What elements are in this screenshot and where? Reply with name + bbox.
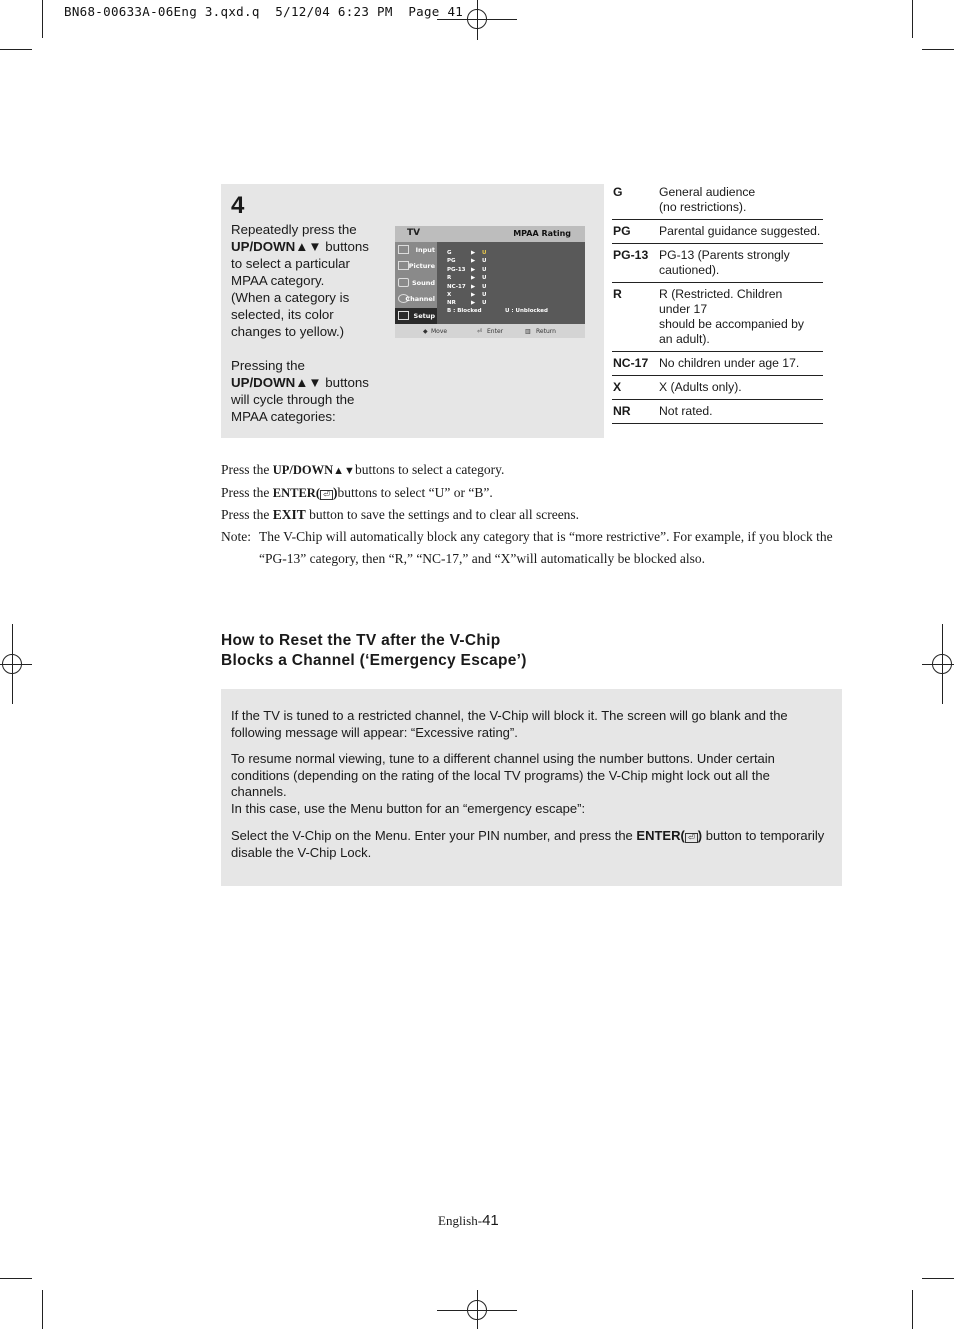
tv-menu-title: MPAA Rating <box>513 229 571 238</box>
paragraph: In this case, use the Menu button for an “emergency escape”: <box>231 801 586 816</box>
ratings-table <box>612 184 823 424</box>
rating-desc: R (Restricted. Children <box>659 287 783 301</box>
tv-rating-code: G <box>447 250 452 256</box>
registration-mark <box>477 0 478 40</box>
paragraph: To resume normal viewing, tune to a different channel using the number buttons. Under certain conditions (depending on the rating of the local TV programs) the V-Chip might lock out all the channels. <box>231 751 775 799</box>
legend-unblocked: U : Unblocked <box>505 308 548 314</box>
paragraph-text: button to temporarily disable the V-Chip Lock. <box>231 828 825 860</box>
rating-code: R <box>613 287 622 301</box>
tv-rating-row <box>447 266 507 274</box>
step-line: MPAA categories: <box>231 409 336 424</box>
rating-desc: No children under age 17. <box>659 356 800 370</box>
tv-rating-code: X <box>447 291 452 298</box>
instruction-text: Press the <box>221 462 273 477</box>
speaker-icon <box>398 278 409 287</box>
note <box>221 526 871 570</box>
note-text: “PG-13” category, then “R,” “NC-17,” and “X”will automatically be blocked also. <box>259 551 705 566</box>
updown-icon: ◆ <box>423 328 428 335</box>
rating-desc: under 17 <box>659 302 708 316</box>
return-icon: ▥ <box>525 328 531 335</box>
note-text: The V-Chip will automatically block any category that is “more restrictive”. For example, if you block the <box>259 529 833 544</box>
updown-key: UP/DOWN <box>231 375 296 390</box>
tv-rating-code: PG <box>447 258 456 265</box>
heading-line: How to Reset the TV after the V-Chip <box>221 632 501 649</box>
tv-menu-screenshot <box>395 226 585 338</box>
tv-menu-footer <box>395 324 585 338</box>
tv-rating-row <box>447 291 507 299</box>
crop-mark <box>42 1290 43 1329</box>
emergency-escape-box <box>221 689 842 886</box>
step-line: Pressing the <box>231 358 305 373</box>
paragraph: If the TV is tuned to a restricted channel, the V-Chip will block it. The screen will go blank and the following message will appear: “Excessive rating”. <box>231 708 788 740</box>
rating-code: PG-13 <box>613 248 649 262</box>
tv-rating-list <box>447 249 507 308</box>
enter-key: ENTER( <box>272 486 320 500</box>
right-arrow-icon: ▶ <box>471 250 476 256</box>
rating-row <box>612 244 823 283</box>
registration-mark <box>942 624 943 704</box>
setup-icon <box>398 311 409 320</box>
arrow-icons: ▲▼ <box>295 375 322 390</box>
instruction-line <box>221 482 871 504</box>
arrow-icons: ▲▼ <box>333 465 355 477</box>
rating-desc: Parental guidance suggested. <box>659 224 821 238</box>
tv-rating-value: U <box>482 266 487 273</box>
instruction-text: buttons to select “U” or “B”. <box>337 485 493 500</box>
tv-label: TV <box>407 228 421 238</box>
step-line: (When a category is <box>231 290 350 305</box>
rating-code: NR <box>613 404 631 418</box>
tv-menu-setup <box>395 308 437 324</box>
return-hint: Return <box>536 328 556 335</box>
tv-rating-value: U <box>482 300 487 307</box>
tv-rating-row <box>447 257 507 265</box>
rating-row <box>612 400 823 424</box>
instruction-line <box>221 459 871 482</box>
move-hint: Move <box>431 328 448 335</box>
instructions <box>221 459 871 570</box>
crop-mark <box>912 1290 913 1329</box>
enter-icon: ⏎ <box>685 833 698 843</box>
rating-row <box>612 220 823 244</box>
tv-menu-picture <box>395 258 437 274</box>
tv-rating-code: NR <box>447 300 456 307</box>
rating-desc: Not rated. <box>659 404 713 418</box>
right-arrow-icon: ▶ <box>471 258 476 265</box>
legend-blocked: B : Blocked <box>447 308 482 314</box>
instruction-text: buttons to select a category. <box>354 462 505 477</box>
rating-code: NC-17 <box>613 356 649 370</box>
rating-code: X <box>613 380 622 394</box>
footer-language: English- <box>438 1213 483 1228</box>
print-slug: BN68-00633A-06Eng 3.qxd.q 5/12/04 6:23 PM Page 41 <box>64 4 464 19</box>
section-heading <box>221 631 527 671</box>
note-label: Note: <box>221 529 251 544</box>
step-line: selected, its color <box>231 307 334 322</box>
registration-mark <box>922 664 954 665</box>
right-arrow-icon: ▶ <box>471 266 476 273</box>
step-line <box>231 374 381 391</box>
tv-rating-value: U <box>482 283 487 290</box>
step-line-rest: buttons <box>321 239 369 254</box>
exit-key: EXIT <box>272 507 306 522</box>
tv-menu-header <box>395 226 585 242</box>
step-box <box>221 184 604 438</box>
rating-desc: cautioned). <box>659 263 720 277</box>
step-line: will cycle through the <box>231 392 355 407</box>
instruction-text: Press the <box>221 485 273 500</box>
crop-mark <box>0 49 32 50</box>
tv-menu-label: Sound <box>411 279 435 287</box>
rating-row <box>612 376 823 400</box>
step-line: changes to yellow.) <box>231 324 345 339</box>
page-number: 41 <box>482 1212 499 1229</box>
rating-code: G <box>613 185 623 199</box>
step-line-rest: buttons <box>321 375 369 390</box>
tv-menu-label: Channel <box>405 295 435 303</box>
rating-desc: (no restrictions). <box>659 200 747 214</box>
tv-rating-row <box>447 274 507 282</box>
instruction-line <box>221 504 871 526</box>
tv-rating-code: R <box>447 275 452 282</box>
tv-rating-value: U <box>482 291 487 298</box>
input-icon <box>398 245 409 254</box>
tv-menu-label: Input <box>415 246 435 254</box>
rating-desc: should be accompanied by <box>659 317 804 331</box>
rating-row <box>612 283 823 352</box>
right-arrow-icon: ▶ <box>471 275 476 282</box>
step-number: 4 <box>231 192 245 219</box>
right-arrow-icon: ▶ <box>471 300 476 307</box>
registration-mark <box>0 664 32 665</box>
step-line: Repeatedly press the <box>231 222 357 237</box>
crop-mark <box>912 0 913 38</box>
registration-mark <box>477 1290 478 1329</box>
enter-icon: ⏎ <box>320 490 333 500</box>
page-footer <box>438 1212 499 1229</box>
rating-row <box>612 184 823 220</box>
right-arrow-icon: ▶ <box>471 283 476 290</box>
step-line: MPAA category. <box>231 273 325 288</box>
heading-line: Blocks a Channel (‘Emergency Escape’) <box>221 652 527 669</box>
crop-mark <box>42 0 43 38</box>
updown-key: UP/DOWN <box>231 239 296 254</box>
updown-key: UP/DOWN <box>272 463 334 477</box>
rating-desc: General audience <box>659 185 756 199</box>
crop-mark <box>0 1278 32 1279</box>
tv-menu-channel <box>395 291 437 307</box>
tv-menu-input <box>395 242 437 258</box>
tv-rating-value: U <box>482 250 487 256</box>
tv-legend <box>447 308 587 314</box>
tv-rating-value: U <box>482 258 487 265</box>
rating-desc: PG-13 (Parents strongly <box>659 248 790 262</box>
tv-rating-value: U <box>482 275 487 282</box>
paragraph-text: Select the V-Chip on the Menu. Enter your PIN number, and press the <box>231 828 637 843</box>
step-line <box>231 238 381 255</box>
rating-desc: X (Adults only). <box>659 380 742 394</box>
tv-rating-code: PG-13 <box>447 266 466 273</box>
arrow-icons: ▲▼ <box>295 239 322 254</box>
tv-menu-label: Setup <box>413 312 435 320</box>
rating-row <box>612 352 823 376</box>
picture-icon <box>398 261 409 270</box>
registration-mark <box>12 624 13 704</box>
enter-key: ENTER( <box>636 828 685 843</box>
crop-mark <box>922 49 954 50</box>
step-text <box>231 221 381 425</box>
tv-menu-label: Picture <box>408 262 435 270</box>
rating-code: PG <box>613 224 631 238</box>
tv-rating-row <box>447 299 507 307</box>
paragraph <box>231 828 829 861</box>
tv-rating-code: NC-17 <box>447 283 466 290</box>
right-arrow-icon: ▶ <box>471 291 476 298</box>
tv-menu-sidebar <box>395 242 437 324</box>
instruction-text: Press the <box>221 507 273 522</box>
tv-menu-sound <box>395 275 437 291</box>
enter-key-close: ) <box>697 828 703 843</box>
enter-key-close: ) <box>332 485 338 500</box>
enter-hint: Enter <box>487 328 504 335</box>
tv-rating-row <box>447 249 507 257</box>
step-line: to select a particular <box>231 256 350 271</box>
rating-desc: an adult). <box>659 332 710 346</box>
instruction-text: button to save the settings and to clear all screens. <box>305 507 580 522</box>
crop-mark <box>922 1278 954 1279</box>
enter-icon: ⏎ <box>477 328 483 335</box>
tv-rating-row <box>447 283 507 291</box>
